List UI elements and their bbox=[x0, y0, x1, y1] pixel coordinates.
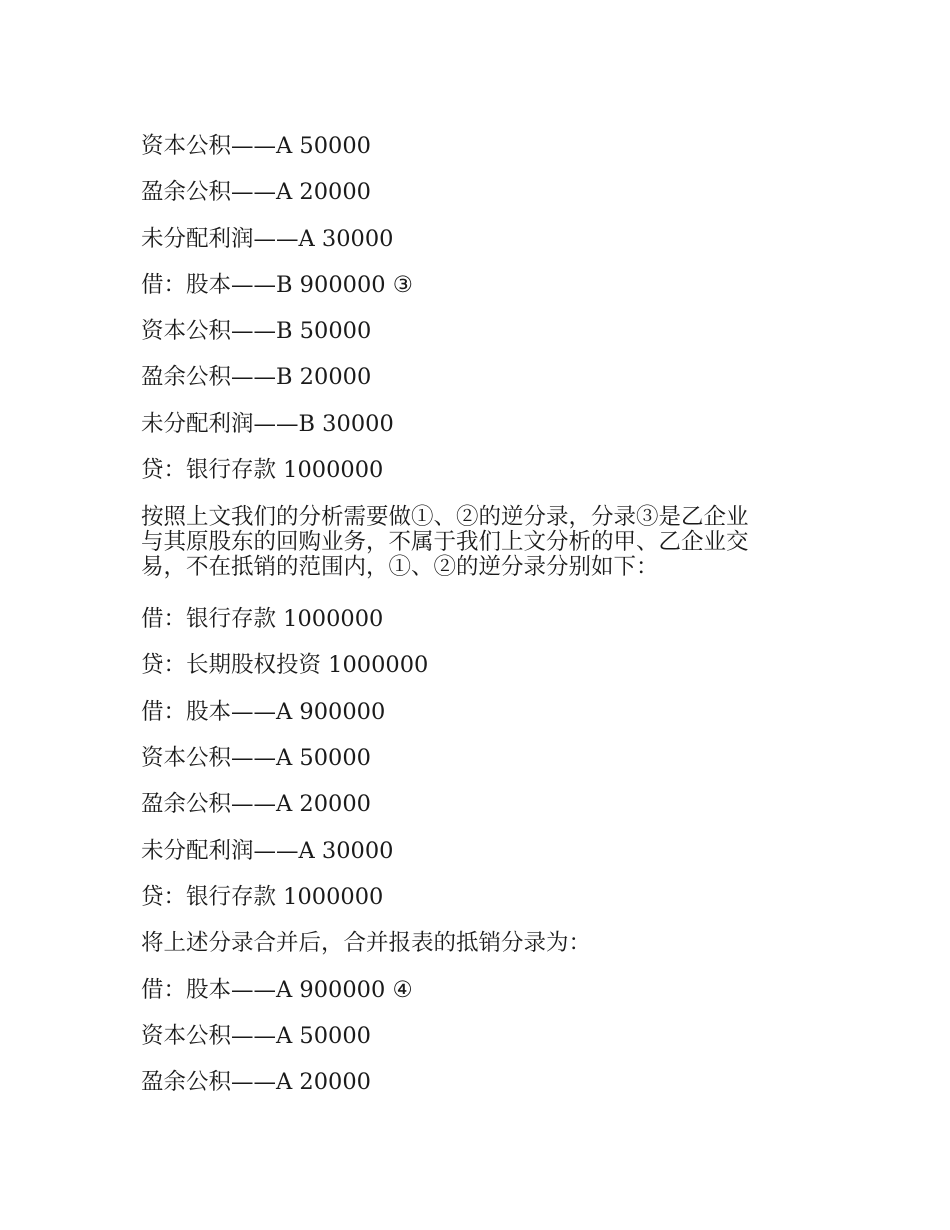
text-line: 贷：银行存款 1000000 bbox=[141, 884, 384, 910]
body-paragraph bbox=[141, 505, 821, 580]
text-line: 盈余公积——A 20000 bbox=[141, 1069, 371, 1095]
text-line: 借：银行存款 1000000 bbox=[141, 606, 384, 632]
text-line: 资本公积——A 50000 bbox=[141, 133, 371, 159]
text-line: 未分配利润——A 30000 bbox=[141, 838, 394, 864]
text-line: 盈余公积——A 20000 bbox=[141, 791, 371, 817]
text-line: 借：股本——A 900000 bbox=[141, 699, 386, 725]
text-line: 将上述分录合并后，合并报表的抵销分录为： bbox=[141, 930, 592, 956]
text-line: 贷：银行存款 1000000 bbox=[141, 457, 384, 483]
text-line: 资本公积——B 50000 bbox=[141, 318, 372, 344]
text-line: 借：股本——B 900000 ③ bbox=[141, 272, 413, 298]
text-line: 未分配利润——B 30000 bbox=[141, 411, 394, 437]
text-line: 盈余公积——B 20000 bbox=[141, 364, 372, 390]
paragraph-line: 按照上文我们的分析需要做①、②的逆分录，分录③是乙企业 bbox=[141, 504, 749, 530]
text-line: 未分配利润——A 30000 bbox=[141, 226, 394, 252]
text-line: 资本公积——A 50000 bbox=[141, 745, 371, 771]
paragraph-line: 易，不在抵销的范围内，①、②的逆分录分别如下： bbox=[141, 554, 659, 580]
text-line: 资本公积——A 50000 bbox=[141, 1023, 371, 1049]
text-line: 盈余公积——A 20000 bbox=[141, 179, 371, 205]
text-line: 贷：长期股权投资 1000000 bbox=[141, 652, 429, 678]
paragraph-line: 与其原股东的回购业务，不属于我们上文分析的甲、乙企业交 bbox=[141, 529, 749, 555]
text-line: 借：股本——A 900000 ④ bbox=[141, 977, 413, 1003]
